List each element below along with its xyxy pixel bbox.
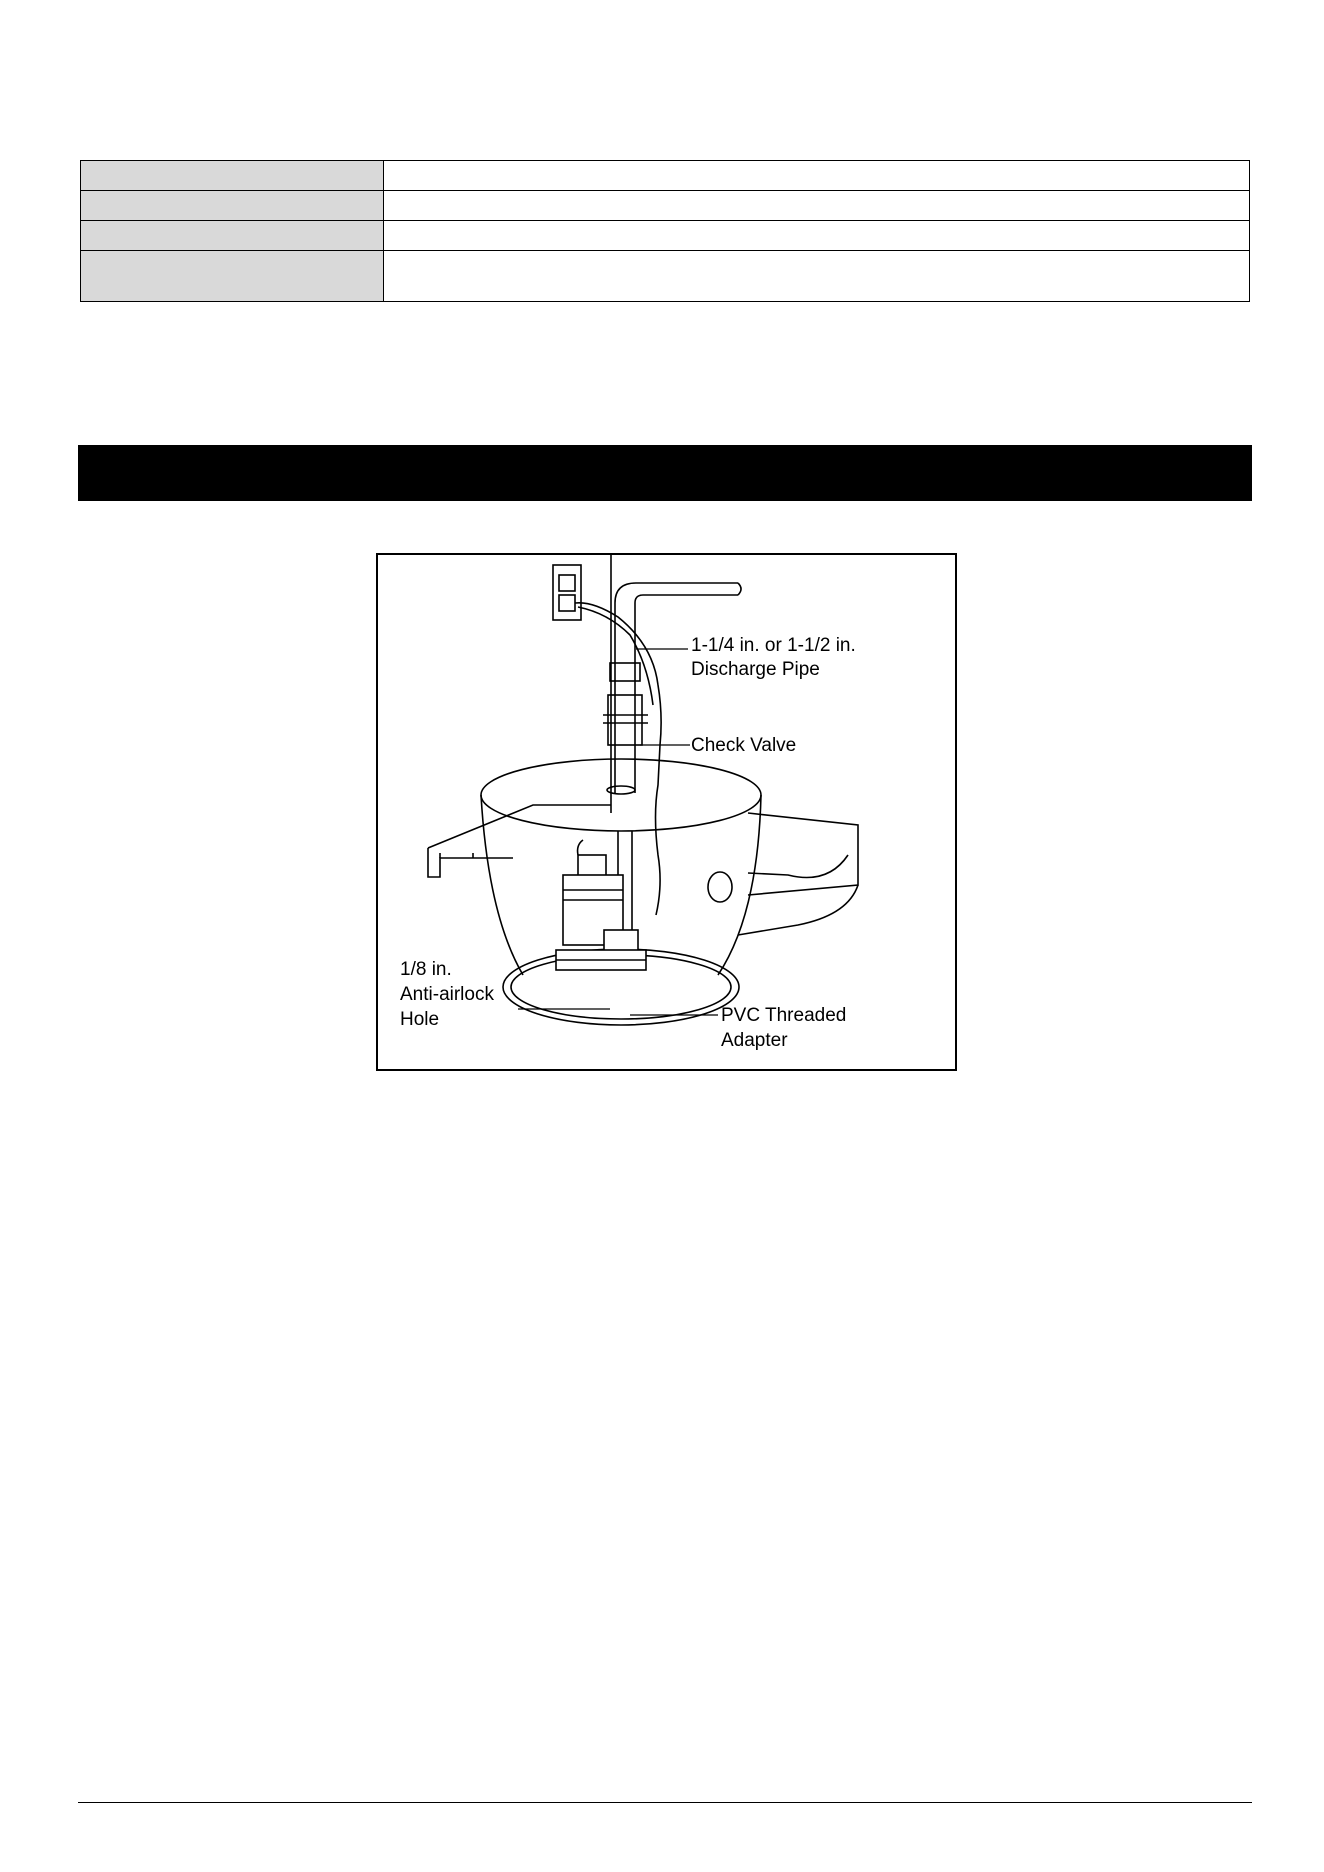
row-label [81, 191, 384, 221]
installation-figure [376, 553, 957, 1071]
row-value [384, 251, 1250, 302]
specification-table [80, 160, 1250, 302]
check-valve [608, 695, 642, 745]
row-value [384, 161, 1250, 191]
pvc-adapter-label-line2: Adapter [721, 1030, 788, 1051]
sump-basin [481, 795, 523, 975]
table-row [81, 161, 1250, 191]
row-label [81, 221, 384, 251]
anti-airlock-label-line1: 1/8 in. [400, 959, 452, 980]
discharge-pipe-label-line1: 1-1/4 in. or 1-1/2 in. [691, 635, 856, 656]
table-row [81, 251, 1250, 302]
row-value [384, 191, 1250, 221]
discharge-pipe-label-line2: Discharge Pipe [691, 659, 820, 680]
pit-lid [481, 759, 761, 831]
sump-pump-illustration [378, 555, 955, 1069]
anti-airlock-label-line2: Anti-airlock [400, 984, 494, 1005]
row-value [384, 221, 1250, 251]
table-row [81, 221, 1250, 251]
section-header-bar [78, 445, 1252, 501]
floor-slab [428, 805, 611, 848]
pump-float-switch [578, 855, 606, 877]
check-valve-label: Check Valve [691, 735, 797, 756]
row-label [81, 251, 384, 302]
table-row [81, 191, 1250, 221]
pvc-adapter-label-line1: PVC Threaded [721, 1005, 847, 1026]
row-label [81, 161, 384, 191]
anti-airlock-label-line3: Hole [400, 1009, 440, 1030]
footer-divider [78, 1802, 1252, 1803]
